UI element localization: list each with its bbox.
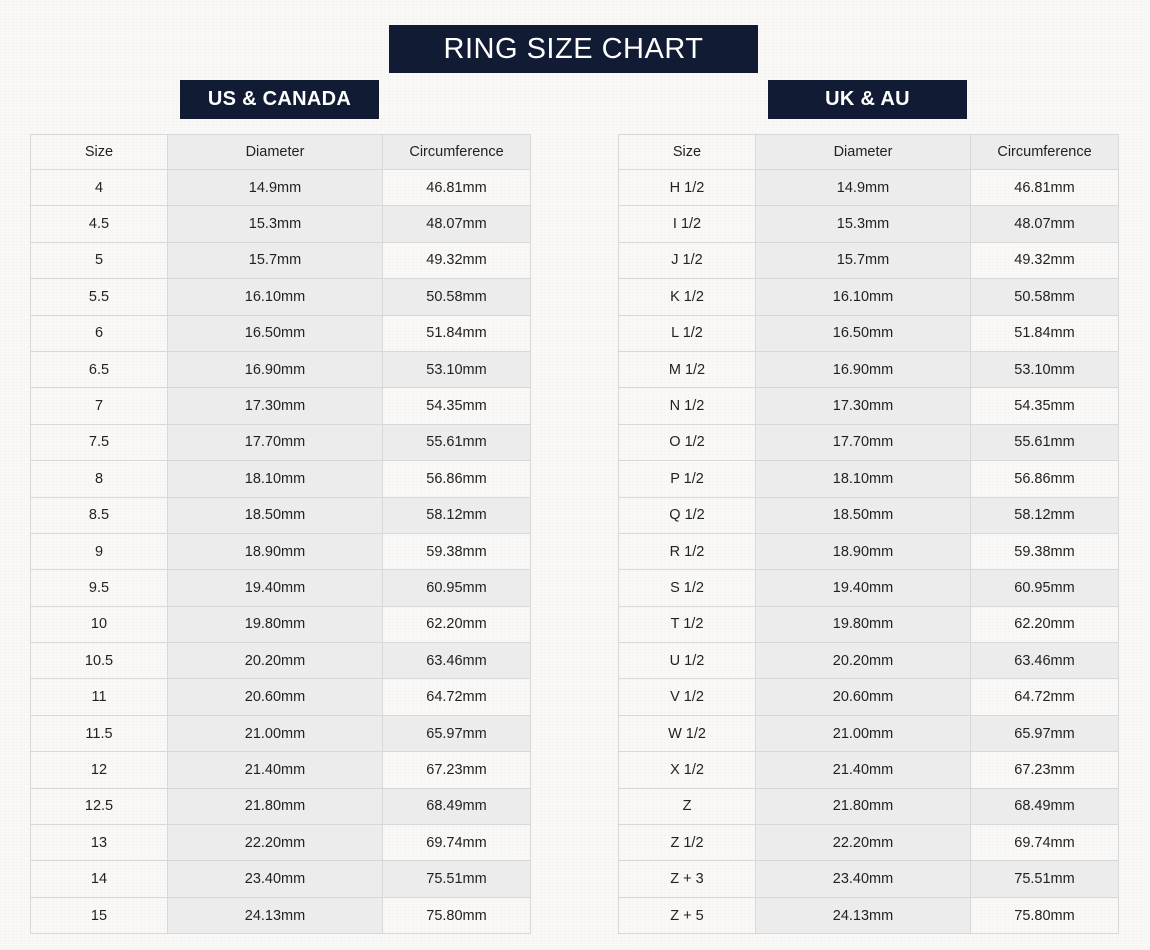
cell-diameter: 18.10mm — [756, 461, 971, 497]
cell-diameter: 18.90mm — [168, 533, 383, 569]
cell-size: 7 — [31, 388, 168, 424]
cell-size: 11.5 — [31, 715, 168, 751]
cell-diameter: 24.13mm — [756, 897, 971, 933]
cell-diameter: 17.70mm — [168, 424, 383, 460]
cell-circumference: 51.84mm — [383, 315, 531, 351]
cell-circumference: 60.95mm — [383, 570, 531, 606]
cell-size: X 1/2 — [619, 752, 756, 788]
cell-diameter: 18.10mm — [168, 461, 383, 497]
cell-circumference: 50.58mm — [971, 279, 1119, 315]
table-row — [31, 897, 531, 933]
table-row — [619, 825, 1119, 861]
cell-diameter: 22.20mm — [168, 825, 383, 861]
table-row — [31, 643, 531, 679]
table-row — [31, 825, 531, 861]
cell-diameter: 16.90mm — [756, 351, 971, 387]
table-row — [31, 788, 531, 824]
cell-size: 13 — [31, 825, 168, 861]
size-table-us-canada — [30, 134, 531, 934]
cell-circumference: 59.38mm — [383, 533, 531, 569]
cell-diameter: 15.7mm — [168, 242, 383, 278]
cell-circumference: 60.95mm — [971, 570, 1119, 606]
cell-size: Z + 3 — [619, 861, 756, 897]
table-body-uk-au — [619, 170, 1119, 934]
cell-circumference: 75.80mm — [383, 897, 531, 933]
table-row — [619, 897, 1119, 933]
table-row — [619, 242, 1119, 278]
cell-circumference: 63.46mm — [971, 643, 1119, 679]
cell-diameter: 20.60mm — [756, 679, 971, 715]
cell-circumference: 62.20mm — [971, 606, 1119, 642]
cell-diameter: 18.50mm — [756, 497, 971, 533]
cell-circumference: 50.58mm — [383, 279, 531, 315]
table-row — [619, 643, 1119, 679]
table-row — [619, 388, 1119, 424]
cell-size: 5 — [31, 242, 168, 278]
cell-diameter: 14.9mm — [168, 170, 383, 206]
cell-size: 10.5 — [31, 643, 168, 679]
table-row — [619, 679, 1119, 715]
cell-size: 8 — [31, 461, 168, 497]
table-row — [619, 279, 1119, 315]
table-row — [31, 752, 531, 788]
section-us-canada — [30, 0, 540, 950]
cell-diameter: 16.50mm — [756, 315, 971, 351]
section-uk-au — [618, 0, 1128, 950]
cell-circumference: 46.81mm — [383, 170, 531, 206]
cell-diameter: 14.9mm — [756, 170, 971, 206]
table-row — [619, 170, 1119, 206]
cell-circumference: 48.07mm — [383, 206, 531, 242]
cell-circumference: 58.12mm — [971, 497, 1119, 533]
cell-circumference: 64.72mm — [971, 679, 1119, 715]
cell-size: U 1/2 — [619, 643, 756, 679]
cell-circumference: 68.49mm — [971, 788, 1119, 824]
table-row — [619, 606, 1119, 642]
table-row — [31, 861, 531, 897]
table-row — [619, 315, 1119, 351]
cell-size: I 1/2 — [619, 206, 756, 242]
cell-diameter: 16.50mm — [168, 315, 383, 351]
table-row — [31, 570, 531, 606]
cell-size: P 1/2 — [619, 461, 756, 497]
table-row — [619, 461, 1119, 497]
cell-size: 8.5 — [31, 497, 168, 533]
cell-size: W 1/2 — [619, 715, 756, 751]
cell-diameter: 19.40mm — [756, 570, 971, 606]
cell-diameter: 19.40mm — [168, 570, 383, 606]
cell-diameter: 21.80mm — [756, 788, 971, 824]
cell-circumference: 56.86mm — [971, 461, 1119, 497]
column-header-diameter: Diameter — [756, 135, 971, 170]
cell-circumference: 65.97mm — [971, 715, 1119, 751]
table-row — [31, 206, 531, 242]
cell-circumference: 62.20mm — [383, 606, 531, 642]
cell-circumference: 67.23mm — [971, 752, 1119, 788]
cell-size: 14 — [31, 861, 168, 897]
cell-diameter: 21.80mm — [168, 788, 383, 824]
page-title: RING SIZE CHART — [389, 25, 758, 73]
cell-circumference: 63.46mm — [383, 643, 531, 679]
cell-size: K 1/2 — [619, 279, 756, 315]
cell-diameter: 17.30mm — [168, 388, 383, 424]
cell-size: N 1/2 — [619, 388, 756, 424]
table-row — [31, 351, 531, 387]
cell-size: 5.5 — [31, 279, 168, 315]
table-row — [31, 388, 531, 424]
cell-circumference: 49.32mm — [971, 242, 1119, 278]
cell-circumference: 58.12mm — [383, 497, 531, 533]
cell-circumference: 46.81mm — [971, 170, 1119, 206]
cell-circumference: 67.23mm — [383, 752, 531, 788]
table-row — [619, 752, 1119, 788]
cell-circumference: 51.84mm — [971, 315, 1119, 351]
cell-circumference: 55.61mm — [971, 424, 1119, 460]
cell-diameter: 18.90mm — [756, 533, 971, 569]
cell-diameter: 22.20mm — [756, 825, 971, 861]
cell-size: S 1/2 — [619, 570, 756, 606]
cell-size: 7.5 — [31, 424, 168, 460]
cell-size: O 1/2 — [619, 424, 756, 460]
cell-circumference: 75.51mm — [971, 861, 1119, 897]
cell-circumference: 54.35mm — [383, 388, 531, 424]
table-row — [31, 606, 531, 642]
cell-size: R 1/2 — [619, 533, 756, 569]
cell-circumference: 54.35mm — [971, 388, 1119, 424]
cell-size: J 1/2 — [619, 242, 756, 278]
cell-size: 9 — [31, 533, 168, 569]
cell-size: Z 1/2 — [619, 825, 756, 861]
column-header-diameter: Diameter — [168, 135, 383, 170]
cell-size: Q 1/2 — [619, 497, 756, 533]
table-row — [619, 570, 1119, 606]
cell-size: 12 — [31, 752, 168, 788]
cell-circumference: 64.72mm — [383, 679, 531, 715]
cell-circumference: 69.74mm — [971, 825, 1119, 861]
table-row — [619, 206, 1119, 242]
cell-circumference: 56.86mm — [383, 461, 531, 497]
table-row — [31, 497, 531, 533]
cell-diameter: 21.40mm — [168, 752, 383, 788]
table-row — [31, 279, 531, 315]
cell-diameter: 15.7mm — [756, 242, 971, 278]
table-row — [31, 424, 531, 460]
cell-circumference: 75.80mm — [971, 897, 1119, 933]
cell-size: 10 — [31, 606, 168, 642]
cell-diameter: 21.00mm — [756, 715, 971, 751]
cell-size: H 1/2 — [619, 170, 756, 206]
cell-size: 6.5 — [31, 351, 168, 387]
cell-diameter: 21.40mm — [756, 752, 971, 788]
table-row — [619, 861, 1119, 897]
cell-diameter: 19.80mm — [168, 606, 383, 642]
cell-size: 9.5 — [31, 570, 168, 606]
cell-circumference: 68.49mm — [383, 788, 531, 824]
cell-size: 4.5 — [31, 206, 168, 242]
size-table-uk-au — [618, 134, 1119, 934]
table-row — [619, 497, 1119, 533]
cell-size: L 1/2 — [619, 315, 756, 351]
cell-circumference: 65.97mm — [383, 715, 531, 751]
cell-diameter: 16.90mm — [168, 351, 383, 387]
cell-circumference: 53.10mm — [971, 351, 1119, 387]
cell-diameter: 16.10mm — [168, 279, 383, 315]
column-header-circumference: Circumference — [971, 135, 1119, 170]
cell-circumference: 53.10mm — [383, 351, 531, 387]
cell-diameter: 23.40mm — [168, 861, 383, 897]
table-header-row — [619, 135, 1119, 170]
cell-diameter: 20.60mm — [168, 679, 383, 715]
table-row — [619, 533, 1119, 569]
table-row — [619, 788, 1119, 824]
table-row — [31, 242, 531, 278]
cell-diameter: 20.20mm — [756, 643, 971, 679]
cell-size: 12.5 — [31, 788, 168, 824]
cell-size: Z + 5 — [619, 897, 756, 933]
cell-size: 15 — [31, 897, 168, 933]
table-row — [619, 351, 1119, 387]
cell-circumference: 48.07mm — [971, 206, 1119, 242]
table-header-row — [31, 135, 531, 170]
cell-diameter: 23.40mm — [756, 861, 971, 897]
cell-diameter: 17.70mm — [756, 424, 971, 460]
cell-size: V 1/2 — [619, 679, 756, 715]
cell-size: 11 — [31, 679, 168, 715]
table-row — [31, 533, 531, 569]
cell-size: T 1/2 — [619, 606, 756, 642]
cell-diameter: 19.80mm — [756, 606, 971, 642]
cell-circumference: 55.61mm — [383, 424, 531, 460]
cell-circumference: 69.74mm — [383, 825, 531, 861]
table-row — [31, 461, 531, 497]
column-header-size: Size — [619, 135, 756, 170]
column-header-circumference: Circumference — [383, 135, 531, 170]
cell-diameter: 15.3mm — [168, 206, 383, 242]
table-row — [31, 170, 531, 206]
column-header-size: Size — [31, 135, 168, 170]
cell-size: 6 — [31, 315, 168, 351]
cell-diameter: 24.13mm — [168, 897, 383, 933]
cell-size: Z — [619, 788, 756, 824]
section-heading-uk-au: UK & AU — [768, 80, 967, 119]
table-row — [619, 424, 1119, 460]
cell-size: M 1/2 — [619, 351, 756, 387]
cell-circumference: 49.32mm — [383, 242, 531, 278]
cell-diameter: 15.3mm — [756, 206, 971, 242]
cell-diameter: 17.30mm — [756, 388, 971, 424]
section-heading-us-canada: US & CANADA — [180, 80, 379, 119]
cell-diameter: 16.10mm — [756, 279, 971, 315]
table-row — [31, 679, 531, 715]
cell-diameter: 18.50mm — [168, 497, 383, 533]
table-row — [619, 715, 1119, 751]
cell-circumference: 59.38mm — [971, 533, 1119, 569]
cell-size: 4 — [31, 170, 168, 206]
cell-diameter: 20.20mm — [168, 643, 383, 679]
cell-diameter: 21.00mm — [168, 715, 383, 751]
table-body-us-canada — [31, 170, 531, 934]
cell-circumference: 75.51mm — [383, 861, 531, 897]
table-row — [31, 315, 531, 351]
table-row — [31, 715, 531, 751]
